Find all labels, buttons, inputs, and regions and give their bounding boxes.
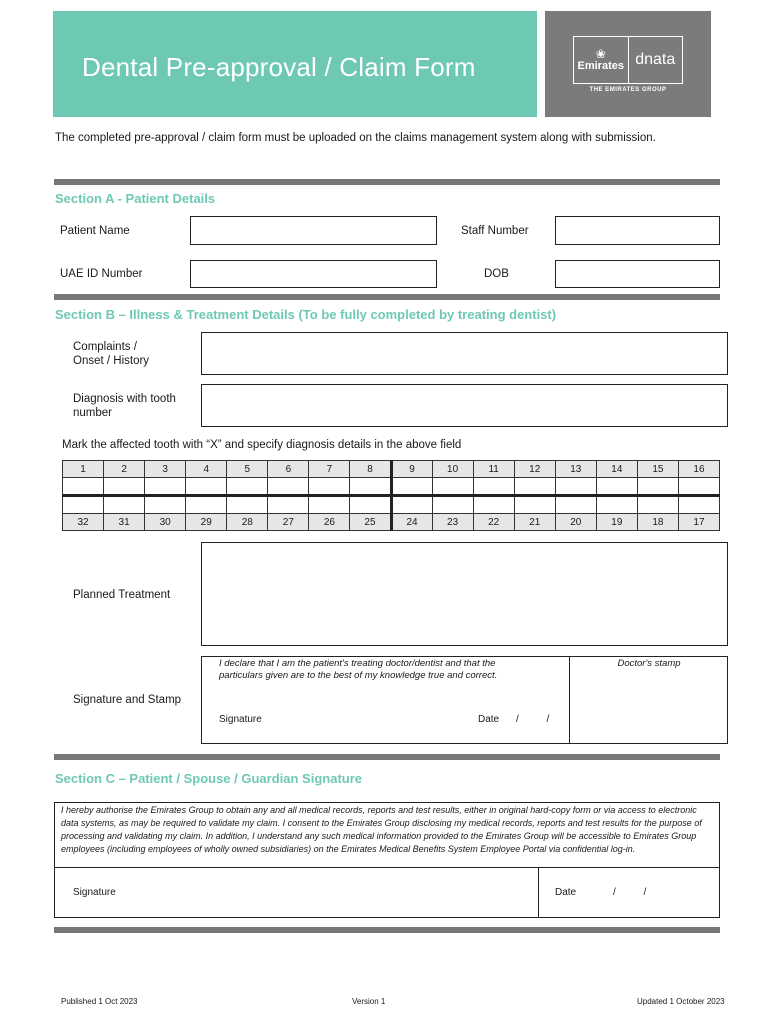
tooth-mark-cell-8[interactable] — [350, 478, 391, 496]
tooth-number-22: 22 — [473, 514, 514, 531]
declaration-text — [219, 658, 497, 682]
section-divider — [54, 179, 720, 185]
tooth-number-2: 2 — [104, 461, 145, 478]
tooth-mark-cell-23[interactable] — [432, 496, 473, 514]
tooth-mark-cell-6[interactable] — [268, 478, 309, 496]
dnata-logo — [628, 37, 683, 83]
staff-number-label: Staff Number — [461, 225, 529, 237]
tooth-mark-cell-27[interactable] — [268, 496, 309, 514]
tooth-number-21: 21 — [514, 514, 555, 531]
intro-text: The completed pre-approval / claim form must be uploaded on the claims management system along with submission. — [55, 132, 656, 144]
tooth-number-23: 23 — [432, 514, 473, 531]
patient-signature-label: Signature — [73, 887, 116, 898]
complaints-label — [73, 340, 149, 368]
signature-stamp-label: Signature and Stamp — [73, 694, 182, 706]
tooth-number-15: 15 — [637, 461, 678, 478]
patient-date-field[interactable]: / / — [613, 887, 647, 898]
lower-teeth-marks — [63, 496, 720, 514]
tooth-mark-cell-17[interactable] — [678, 496, 719, 514]
tooth-number-4: 4 — [186, 461, 227, 478]
tooth-mark-cell-1[interactable] — [63, 478, 104, 496]
tooth-mark-cell-18[interactable] — [637, 496, 678, 514]
tooth-mark-cell-15[interactable] — [637, 478, 678, 496]
tooth-number-5: 5 — [227, 461, 268, 478]
tooth-mark-cell-4[interactable] — [186, 478, 227, 496]
diagnosis-field[interactable] — [201, 384, 728, 427]
tooth-instruction: Mark the affected tooth with “X” and specify diagnosis details in the above field — [62, 439, 462, 451]
patient-name-field[interactable] — [190, 216, 437, 245]
lower-teeth-numbers — [63, 514, 720, 531]
consent-divider — [55, 867, 719, 868]
patient-date-label: Date — [555, 887, 577, 898]
section-divider — [54, 927, 720, 933]
form-title: Dental Pre-approval / Claim Form — [82, 52, 476, 82]
tooth-number-18: 18 — [637, 514, 678, 531]
dnata-wordmark: dnata — [635, 51, 676, 68]
dentist-date-label: Date — [478, 714, 500, 725]
tooth-number-12: 12 — [514, 461, 555, 478]
tooth-number-16: 16 — [678, 461, 719, 478]
section-divider — [54, 754, 720, 760]
tooth-mark-cell-9[interactable] — [391, 478, 432, 496]
tooth-number-26: 26 — [309, 514, 350, 531]
tooth-mark-cell-14[interactable] — [596, 478, 637, 496]
section-divider — [54, 294, 720, 300]
upper-teeth-marks — [63, 478, 720, 496]
footer-version: Version 1 — [352, 997, 386, 1006]
tooth-mark-cell-28[interactable] — [227, 496, 268, 514]
tooth-mark-cell-21[interactable] — [514, 496, 555, 514]
tooth-number-10: 10 — [432, 461, 473, 478]
emirates-wordmark: Emirates — [577, 60, 624, 72]
tooth-mark-cell-10[interactable] — [432, 478, 473, 496]
tooth-number-1: 1 — [63, 461, 104, 478]
dentist-signature-label: Signature — [219, 714, 262, 725]
tooth-mark-cell-11[interactable] — [473, 478, 514, 496]
tooth-mark-cell-20[interactable] — [555, 496, 596, 514]
complaints-field[interactable] — [201, 332, 728, 375]
consent-text: I hereby authorise the Emirates Group to obtain any and all medical records, reports and test results, either in original hard-copy form or via access to electronic data systems, as may be required to validate my claim. I consent to the Emirates Group disclosing my medical records, reports and test results for the purpose of processing and validating my claim. In addition, I understand any such medical information provided to the Emirates Group will be accessible to Emirates Group employees (including employees of wholly owned subsidiaries) on the Emirates Medical Benefits System Employee Portal via confidential log-in. — [61, 805, 702, 854]
tooth-mark-cell-30[interactable] — [145, 496, 186, 514]
consent-box — [54, 802, 720, 918]
tooth-number-28: 28 — [227, 514, 268, 531]
tooth-mark-cell-22[interactable] — [473, 496, 514, 514]
tooth-mark-cell-29[interactable] — [186, 496, 227, 514]
tooth-mark-cell-19[interactable] — [596, 496, 637, 514]
tooth-number-8: 8 — [350, 461, 391, 478]
complaints-label-line2: Onset / History — [73, 355, 150, 367]
tooth-number-3: 3 — [145, 461, 186, 478]
tooth-number-13: 13 — [555, 461, 596, 478]
dentist-date-field[interactable]: / / — [516, 714, 550, 725]
tooth-chart — [62, 460, 720, 531]
tooth-number-9: 9 — [391, 461, 432, 478]
footer-updated: Updated 1 October 2023 — [637, 997, 725, 1006]
doctor-stamp-label: Doctor's stamp — [617, 658, 681, 669]
tooth-number-31: 31 — [104, 514, 145, 531]
signature-date-divider — [538, 867, 539, 917]
tooth-mark-cell-31[interactable] — [104, 496, 145, 514]
tooth-number-7: 7 — [309, 461, 350, 478]
tooth-mark-cell-7[interactable] — [309, 478, 350, 496]
tooth-number-11: 11 — [473, 461, 514, 478]
dob-label: DOB — [484, 268, 509, 280]
tooth-number-27: 27 — [268, 514, 309, 531]
complaints-label-line1: Complaints / — [73, 341, 137, 353]
dob-field[interactable] — [555, 260, 720, 288]
tooth-mark-cell-2[interactable] — [104, 478, 145, 496]
diagnosis-label — [73, 392, 176, 420]
section-a-title: Section A - Patient Details — [55, 191, 216, 206]
emirates-emblem-icon: ❀ — [595, 47, 606, 61]
declaration-line2: particulars given are to the best of my knowledge true and correct. — [219, 670, 498, 681]
section-b-title: Section B – Illness & Treatment Details (To be fully completed by treating dentist) — [55, 307, 557, 322]
uae-id-label: UAE ID Number — [60, 268, 143, 280]
tooth-number-14: 14 — [596, 461, 637, 478]
tooth-mark-cell-26[interactable] — [309, 496, 350, 514]
tooth-number-32: 32 — [63, 514, 104, 531]
tooth-number-19: 19 — [596, 514, 637, 531]
tooth-number-17: 17 — [678, 514, 719, 531]
footer-published: Published 1 Oct 2023 — [61, 997, 138, 1006]
tooth-mark-cell-5[interactable] — [227, 478, 268, 496]
tooth-number-6: 6 — [268, 461, 309, 478]
diagnosis-label-line1: Diagnosis with tooth — [73, 393, 176, 405]
section-c-title: Section C – Patient / Spouse / Guardian Signature — [55, 771, 363, 786]
staff-number-field[interactable] — [555, 216, 720, 245]
uae-id-field[interactable] — [190, 260, 437, 288]
emirates-dnata-logo — [545, 11, 711, 117]
tooth-mark-cell-32[interactable] — [63, 496, 104, 514]
tooth-mark-cell-13[interactable] — [555, 478, 596, 496]
tooth-number-25: 25 — [350, 514, 391, 531]
logo-subtitle: THE EMIRATES GROUP — [589, 87, 667, 93]
dentist-declaration-box — [201, 656, 728, 744]
tooth-mark-cell-24[interactable] — [391, 496, 432, 514]
tooth-mark-cell-25[interactable] — [350, 496, 391, 514]
tooth-number-20: 20 — [555, 514, 596, 531]
tooth-number-29: 29 — [186, 514, 227, 531]
tooth-mark-cell-12[interactable] — [514, 478, 555, 496]
emirates-logo — [574, 37, 628, 83]
tooth-number-24: 24 — [391, 514, 432, 531]
logo-frame — [573, 36, 683, 84]
declaration-line1: I declare that I am the patient's treating doctor/dentist and that the — [219, 658, 496, 669]
planned-treatment-field[interactable] — [201, 542, 728, 646]
upper-teeth-numbers — [63, 461, 720, 478]
tooth-mark-cell-3[interactable] — [145, 478, 186, 496]
planned-treatment-label: Planned Treatment — [73, 589, 171, 601]
tooth-number-30: 30 — [145, 514, 186, 531]
diagnosis-label-line2: number — [73, 407, 112, 419]
tooth-mark-cell-16[interactable] — [678, 478, 719, 496]
patient-name-label: Patient Name — [60, 225, 130, 237]
